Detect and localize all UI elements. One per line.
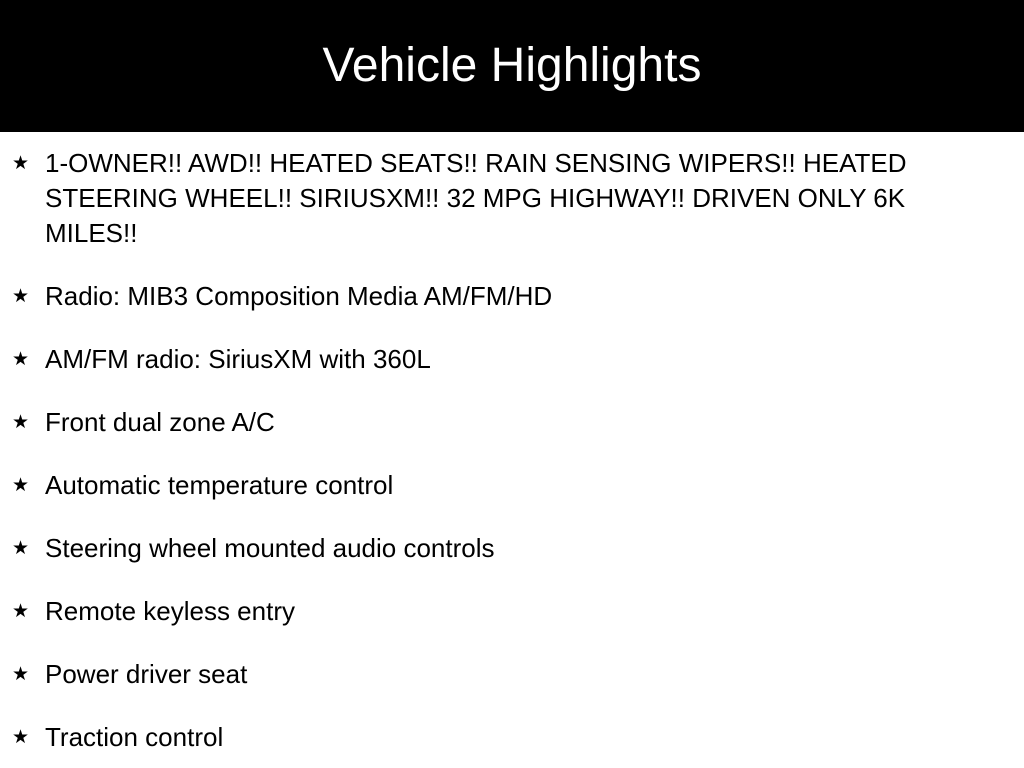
list-item — [0, 468, 1024, 503]
highlight-text: Steering wheel mounted audio controls — [45, 533, 495, 563]
list-item — [0, 594, 1024, 629]
star-icon: ★ — [12, 411, 30, 433]
star-icon: ★ — [12, 152, 30, 174]
star-icon: ★ — [12, 600, 30, 622]
star-icon: ★ — [12, 348, 30, 370]
highlight-text: Front dual zone A/C — [45, 407, 275, 437]
star-icon: ★ — [12, 537, 30, 559]
list-item — [0, 279, 1024, 314]
star-icon: ★ — [12, 726, 30, 748]
highlight-text: Power driver seat — [45, 659, 248, 689]
highlight-text: Remote keyless entry — [45, 596, 295, 626]
highlight-text: Traction control — [45, 722, 224, 752]
list-item — [0, 146, 1024, 251]
highlight-text: Automatic temperature control — [45, 470, 394, 500]
list-item — [0, 405, 1024, 440]
list-item — [0, 531, 1024, 566]
star-icon: ★ — [12, 474, 30, 496]
star-icon: ★ — [12, 663, 30, 685]
highlight-text: Radio: MIB3 Composition Media AM/FM/HD — [45, 281, 553, 311]
list-item — [0, 657, 1024, 692]
list-item — [0, 720, 1024, 755]
star-icon: ★ — [12, 285, 30, 307]
list-item — [0, 342, 1024, 377]
highlight-text: AM/FM radio: SiriusXM with 360L — [45, 344, 431, 374]
header-banner — [0, 0, 1024, 132]
highlight-text: 1-OWNER!! AWD!! HEATED SEATS!! RAIN SENSING WIPERS!! HEATED STEERING WHEEL!! SIRIUSXM!! 32 MPG HIGHWAY!! DRIVEN ONLY 6K MILES!! — [45, 148, 907, 248]
highlights-list — [0, 132, 1024, 755]
page-title: Vehicle Highlights — [322, 38, 702, 92]
